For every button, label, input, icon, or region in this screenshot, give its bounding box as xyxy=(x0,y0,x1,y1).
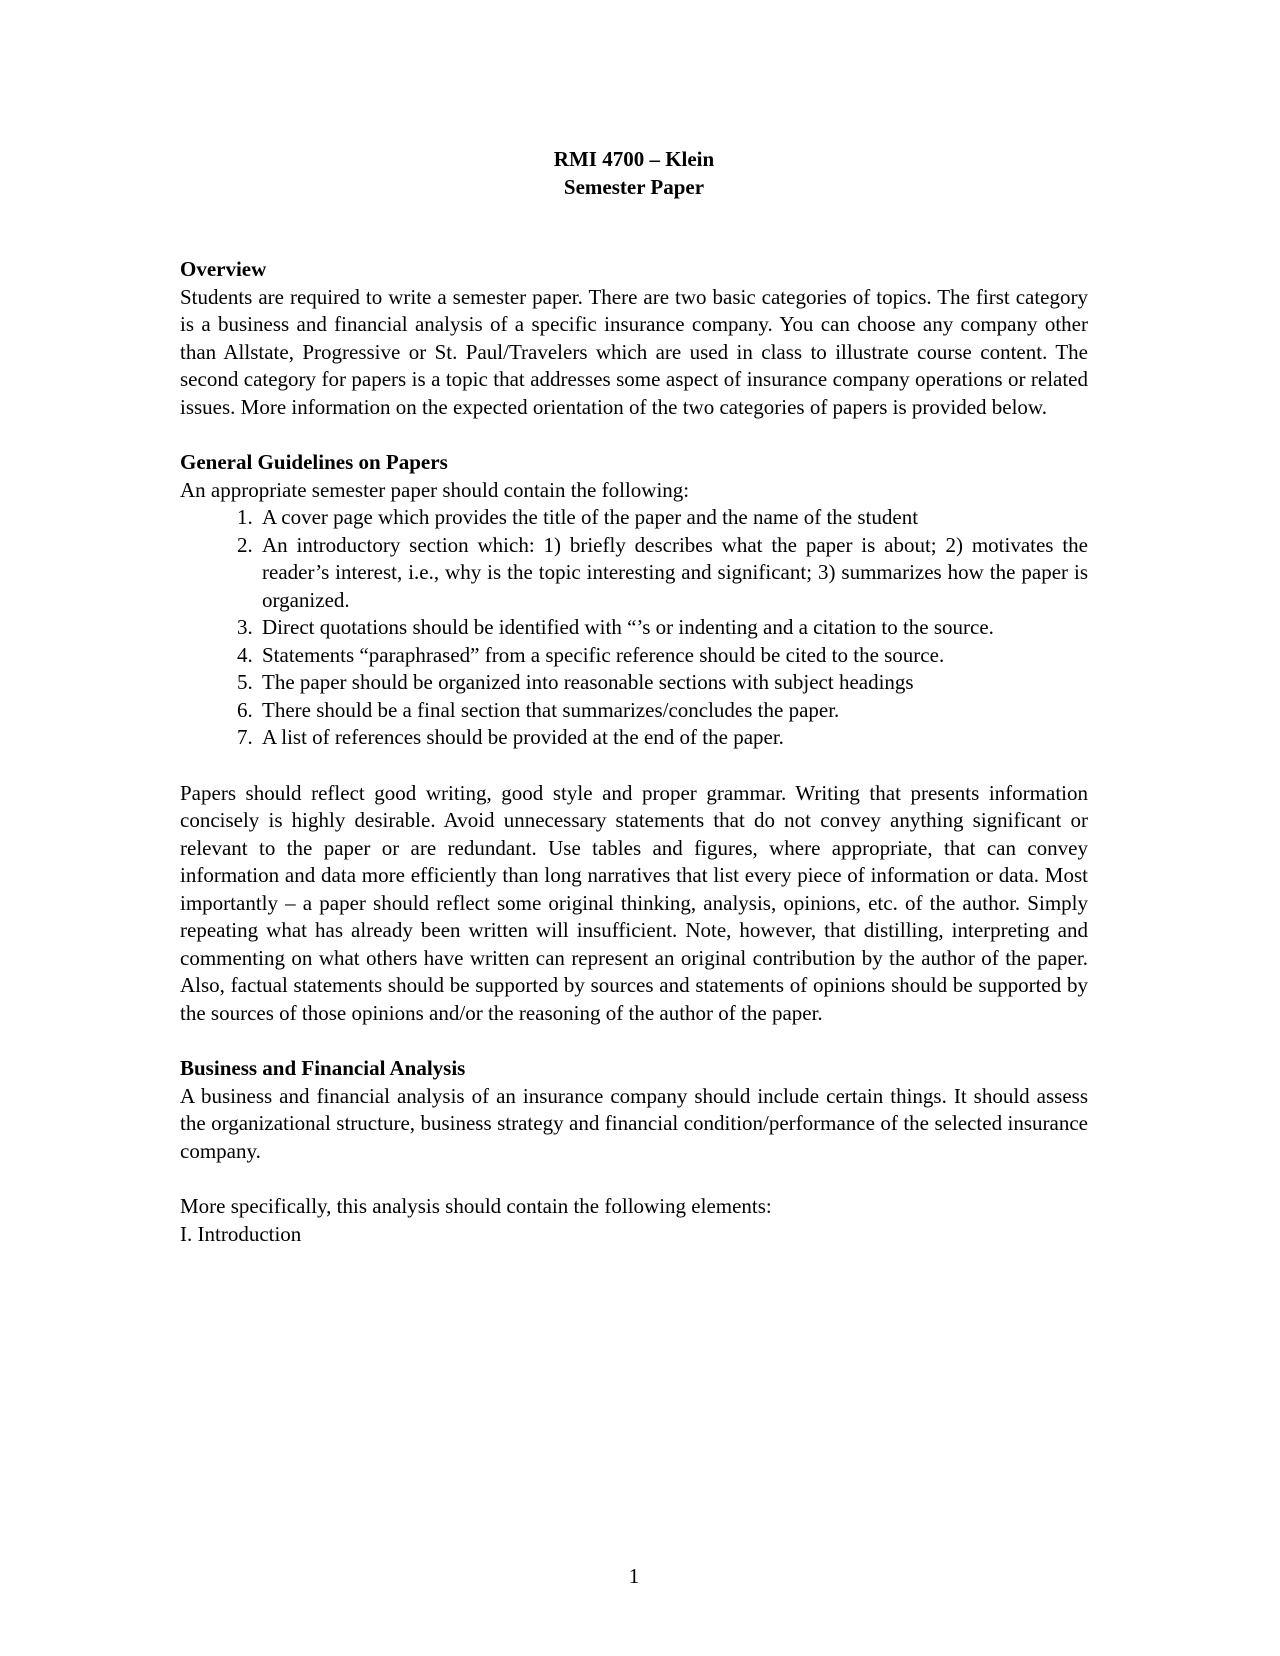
title-spacer xyxy=(180,201,1088,256)
analysis-paragraph: A business and financial analysis of an insurance company should include certain things. It should assess the organizational structure, business strategy and financial condition/performance of the selected insurance company. xyxy=(180,1083,1088,1163)
document-content xyxy=(180,146,1088,1248)
document-title xyxy=(180,146,1088,201)
guideline-item-6: 6. There should be a final section that summarizes/concludes the paper. xyxy=(258,697,1088,725)
overview-heading: Overview xyxy=(180,257,267,281)
guideline-item-2: 2. An introductory section which: 1) briefly describes what the paper is about; 2) motivates the reader’s interest, i.e., why is the topic interesting and significant; 3) summarizes how the paper is organized. xyxy=(258,532,1088,615)
title-line-2: Semester Paper xyxy=(563,174,705,199)
analysis-element-introduction: I. Introduction xyxy=(180,1221,302,1246)
title-line-1: RMI 4700 – Klein xyxy=(553,147,715,171)
guideline-item-7: 7. A list of references should be provided at the end of the paper. xyxy=(258,724,1088,752)
guideline-item-5: 5. The paper should be organized into reasonable sections with subject headings xyxy=(258,669,1088,697)
analysis-heading: Business and Financial Analysis xyxy=(180,1056,466,1080)
writing-quality-paragraph: Papers should reflect good writing, good style and proper grammar. Writing that presents information concisely is highly desirable. Avoid unnecessary statements that do not convey anything significant or relevant to the paper or are redundant. Use tables and figures, where appropriate, that can convey information and data more efficiently than long narratives that list every piece of information or data. Most importantly – a paper should reflect some original thinking, analysis, opinions, etc. of the author. Simply repeating what has already been written will insufficient. Note, however, that distilling, interpreting and commenting on what others have written can represent an original contribution by the author of the paper. Also, factual statements should be supported by sources and statements of opinions should be supported by the sources of those opinions and/or the reasoning of the author of the paper. xyxy=(180,780,1088,1025)
guidelines-intro: An appropriate semester paper should contain the following: xyxy=(180,477,690,502)
guidelines-heading: General Guidelines on Papers xyxy=(180,450,448,474)
guideline-item-1: 1. A cover page which provides the title of the paper and the name of the student xyxy=(258,504,1088,532)
overview-paragraph: Students are required to write a semester paper. There are two basic categories of topics. The first category is a business and financial analysis of a specific insurance company. You can choose any company other than Allstate, Progressive or St. Paul/Travelers which are used in class to illustrate course content. The second category for papers is a topic that addresses some aspect of insurance company operations or related issues. More information on the expected orientation of the two categories of papers is provided below. xyxy=(180,284,1088,419)
guideline-item-4: 4. Statements “paraphrased” from a specific reference should be cited to the source. xyxy=(258,642,1088,670)
page-number: 1 xyxy=(628,1564,640,1588)
analysis-elements-intro: More specifically, this analysis should contain the following elements: xyxy=(180,1194,772,1218)
guidelines-list xyxy=(180,504,1088,752)
guideline-item-3: 3. Direct quotations should be identified with “’s or indenting and a citation to the source. xyxy=(258,614,1088,642)
